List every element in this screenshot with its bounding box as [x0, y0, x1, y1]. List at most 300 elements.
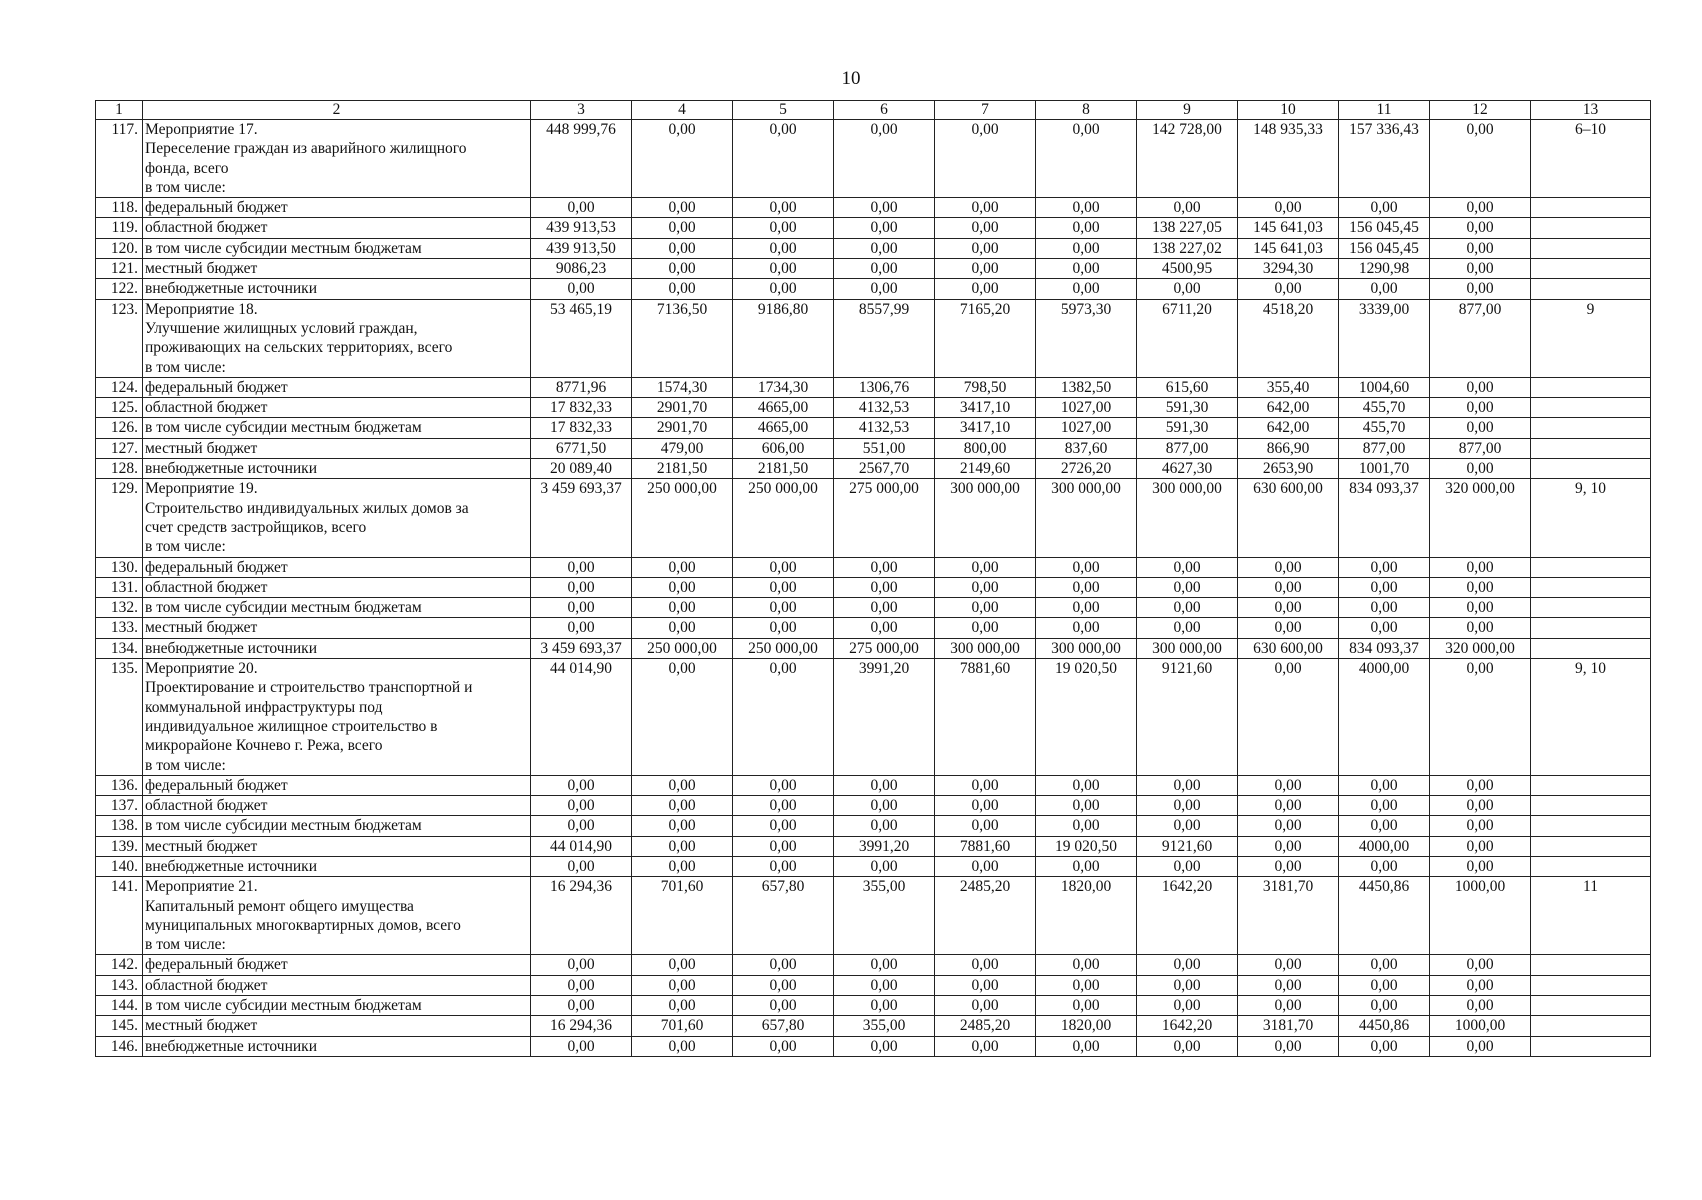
- value-cell: 0,00: [1339, 955, 1430, 975]
- value-cell: 0,00: [531, 1036, 632, 1056]
- column-header: 1: [96, 101, 143, 120]
- value-cell: 630 600,00: [1238, 638, 1339, 658]
- value-cell: 0,00: [935, 816, 1036, 836]
- value-cell: 0,00: [1339, 279, 1430, 299]
- value-cell: 0,00: [531, 775, 632, 795]
- budget-table: [95, 100, 1651, 1057]
- value-cell: 0,00: [834, 955, 935, 975]
- value-cell: 0,00: [632, 796, 733, 816]
- value-cell: 0,00: [1137, 198, 1238, 218]
- value-cell: 0,00: [935, 218, 1036, 238]
- row-name: областной бюджет: [143, 398, 531, 418]
- value-cell: 0,00: [935, 955, 1036, 975]
- table-row: [96, 618, 1651, 638]
- value-cell: 4450,86: [1339, 877, 1430, 955]
- value-cell: 642,00: [1238, 418, 1339, 438]
- value-cell: 275 000,00: [834, 638, 935, 658]
- value-cell: 0,00: [1339, 557, 1430, 577]
- value-cell: 0,00: [834, 598, 935, 618]
- value-cell: 0,00: [632, 198, 733, 218]
- value-cell: 0,00: [632, 557, 733, 577]
- value-cell: 0,00: [1137, 996, 1238, 1016]
- value-cell: 250 000,00: [733, 479, 834, 557]
- value-cell: 0,00: [733, 975, 834, 995]
- value-cell: 0,00: [834, 796, 935, 816]
- value-cell: 0,00: [1238, 1036, 1339, 1056]
- value-cell: 0,00: [733, 618, 834, 638]
- value-cell: 0,00: [531, 996, 632, 1016]
- value-cell: 0,00: [733, 1036, 834, 1056]
- value-cell: 20 089,40: [531, 459, 632, 479]
- value-cell: 0,00: [531, 618, 632, 638]
- row-number: 125.: [96, 398, 143, 418]
- value-cell: 2149,60: [935, 459, 1036, 479]
- target-indicator-cell: 9, 10: [1531, 659, 1651, 776]
- row-number: 134.: [96, 638, 143, 658]
- value-cell: 0,00: [632, 577, 733, 597]
- value-cell: 0,00: [935, 557, 1036, 577]
- value-cell: 1001,70: [1339, 459, 1430, 479]
- value-cell: 9086,23: [531, 259, 632, 279]
- value-cell: 800,00: [935, 438, 1036, 458]
- value-cell: 16 294,36: [531, 877, 632, 955]
- target-indicator-cell: [1531, 955, 1651, 975]
- value-cell: 0,00: [1036, 775, 1137, 795]
- value-cell: 0,00: [1137, 816, 1238, 836]
- value-cell: 591,30: [1137, 418, 1238, 438]
- row-name: в том числе субсидии местным бюджетам: [143, 996, 531, 1016]
- value-cell: 0,00: [632, 816, 733, 836]
- value-cell: 0,00: [1339, 975, 1430, 995]
- row-number: 130.: [96, 557, 143, 577]
- value-cell: 0,00: [1238, 816, 1339, 836]
- value-cell: 0,00: [1137, 775, 1238, 795]
- value-cell: 877,00: [1430, 438, 1531, 458]
- value-cell: 7165,20: [935, 299, 1036, 377]
- value-cell: 0,00: [1430, 816, 1531, 836]
- value-cell: 2485,20: [935, 1016, 1036, 1036]
- target-indicator-cell: [1531, 238, 1651, 258]
- value-cell: 0,00: [1430, 418, 1531, 438]
- value-cell: 0,00: [935, 577, 1036, 597]
- table-row: [96, 479, 1651, 557]
- value-cell: 17 832,33: [531, 398, 632, 418]
- row-number: 138.: [96, 816, 143, 836]
- value-cell: 0,00: [935, 1036, 1036, 1056]
- value-cell: 0,00: [733, 856, 834, 876]
- value-cell: 0,00: [1238, 955, 1339, 975]
- target-indicator-cell: 9: [1531, 299, 1651, 377]
- value-cell: 4132,53: [834, 398, 935, 418]
- table-row: [96, 836, 1651, 856]
- row-name: местный бюджет: [143, 1016, 531, 1036]
- value-cell: 0,00: [834, 1036, 935, 1056]
- value-cell: 0,00: [1036, 238, 1137, 258]
- value-cell: 657,80: [733, 877, 834, 955]
- value-cell: 0,00: [834, 816, 935, 836]
- value-cell: 877,00: [1137, 438, 1238, 458]
- value-cell: 300 000,00: [1137, 479, 1238, 557]
- target-indicator-cell: [1531, 975, 1651, 995]
- value-cell: 19 020,50: [1036, 659, 1137, 776]
- value-cell: 2653,90: [1238, 459, 1339, 479]
- value-cell: 320 000,00: [1430, 638, 1531, 658]
- table-row: [96, 259, 1651, 279]
- value-cell: 0,00: [1430, 238, 1531, 258]
- value-cell: 0,00: [733, 238, 834, 258]
- value-cell: 0,00: [1036, 1036, 1137, 1056]
- value-cell: 455,70: [1339, 418, 1430, 438]
- value-cell: 0,00: [834, 120, 935, 198]
- target-indicator-cell: [1531, 996, 1651, 1016]
- row-name: в том числе субсидии местным бюджетам: [143, 598, 531, 618]
- value-cell: 0,00: [632, 975, 733, 995]
- value-cell: 0,00: [1238, 618, 1339, 638]
- value-cell: 250 000,00: [632, 638, 733, 658]
- row-name: федеральный бюджет: [143, 775, 531, 795]
- column-header: 7: [935, 101, 1036, 120]
- value-cell: 0,00: [1137, 279, 1238, 299]
- value-cell: 0,00: [733, 218, 834, 238]
- value-cell: 1004,60: [1339, 377, 1430, 397]
- value-cell: 250 000,00: [632, 479, 733, 557]
- column-header: 8: [1036, 101, 1137, 120]
- value-cell: 2181,50: [733, 459, 834, 479]
- value-cell: 615,60: [1137, 377, 1238, 397]
- value-cell: 250 000,00: [733, 638, 834, 658]
- value-cell: 0,00: [733, 557, 834, 577]
- row-name: внебюджетные источники: [143, 638, 531, 658]
- row-name: Мероприятие 17. Переселение граждан из аварийного жилищного фонда, всего в том числе:: [143, 120, 531, 198]
- value-cell: 1642,20: [1137, 877, 1238, 955]
- value-cell: 53 465,19: [531, 299, 632, 377]
- value-cell: 4627,30: [1137, 459, 1238, 479]
- target-indicator-cell: [1531, 856, 1651, 876]
- value-cell: 0,00: [935, 856, 1036, 876]
- value-cell: 0,00: [733, 836, 834, 856]
- row-name: внебюджетные источники: [143, 459, 531, 479]
- value-cell: 4132,53: [834, 418, 935, 438]
- value-cell: 0,00: [632, 775, 733, 795]
- value-cell: 0,00: [531, 816, 632, 836]
- table-row: [96, 218, 1651, 238]
- value-cell: 0,00: [834, 975, 935, 995]
- value-cell: 0,00: [834, 238, 935, 258]
- value-cell: 0,00: [1036, 618, 1137, 638]
- value-cell: 0,00: [1238, 975, 1339, 995]
- target-indicator-cell: [1531, 459, 1651, 479]
- value-cell: 0,00: [531, 198, 632, 218]
- value-cell: 0,00: [531, 856, 632, 876]
- value-cell: 3 459 693,37: [531, 638, 632, 658]
- row-number: 123.: [96, 299, 143, 377]
- value-cell: 0,00: [1430, 618, 1531, 638]
- value-cell: 0,00: [1339, 775, 1430, 795]
- value-cell: 4665,00: [733, 398, 834, 418]
- value-cell: 0,00: [834, 259, 935, 279]
- row-number: 136.: [96, 775, 143, 795]
- value-cell: 0,00: [1430, 856, 1531, 876]
- value-cell: 0,00: [1430, 836, 1531, 856]
- column-header: 11: [1339, 101, 1430, 120]
- table-row: [96, 856, 1651, 876]
- value-cell: 0,00: [1036, 996, 1137, 1016]
- value-cell: 0,00: [632, 218, 733, 238]
- value-cell: 0,00: [1036, 577, 1137, 597]
- value-cell: 1027,00: [1036, 398, 1137, 418]
- value-cell: 0,00: [1339, 198, 1430, 218]
- row-number: 142.: [96, 955, 143, 975]
- value-cell: 1820,00: [1036, 877, 1137, 955]
- row-name: федеральный бюджет: [143, 955, 531, 975]
- row-name: в том числе субсидии местным бюджетам: [143, 418, 531, 438]
- value-cell: 300 000,00: [1036, 638, 1137, 658]
- table-row: [96, 638, 1651, 658]
- value-cell: 0,00: [733, 955, 834, 975]
- row-number: 117.: [96, 120, 143, 198]
- row-name: федеральный бюджет: [143, 557, 531, 577]
- value-cell: 0,00: [531, 796, 632, 816]
- value-cell: 0,00: [1137, 1036, 1238, 1056]
- target-indicator-cell: [1531, 577, 1651, 597]
- value-cell: 142 728,00: [1137, 120, 1238, 198]
- value-cell: 156 045,45: [1339, 218, 1430, 238]
- row-number: 140.: [96, 856, 143, 876]
- row-name: местный бюджет: [143, 836, 531, 856]
- value-cell: 0,00: [632, 856, 733, 876]
- value-cell: 148 935,33: [1238, 120, 1339, 198]
- value-cell: 4518,20: [1238, 299, 1339, 377]
- row-number: 139.: [96, 836, 143, 856]
- value-cell: 0,00: [632, 618, 733, 638]
- value-cell: 701,60: [632, 877, 733, 955]
- value-cell: 156 045,45: [1339, 238, 1430, 258]
- value-cell: 439 913,53: [531, 218, 632, 238]
- value-cell: 0,00: [1430, 955, 1531, 975]
- table-row: [96, 955, 1651, 975]
- value-cell: 2726,20: [1036, 459, 1137, 479]
- value-cell: 0,00: [935, 775, 1036, 795]
- value-cell: 3294,30: [1238, 259, 1339, 279]
- value-cell: 300 000,00: [1036, 479, 1137, 557]
- value-cell: 0,00: [1137, 955, 1238, 975]
- value-cell: 1027,00: [1036, 418, 1137, 438]
- value-cell: 138 227,05: [1137, 218, 1238, 238]
- value-cell: 0,00: [733, 659, 834, 776]
- value-cell: 0,00: [1430, 377, 1531, 397]
- target-indicator-cell: 11: [1531, 877, 1651, 955]
- row-number: 146.: [96, 1036, 143, 1056]
- value-cell: 0,00: [1036, 557, 1137, 577]
- target-indicator-cell: [1531, 598, 1651, 618]
- value-cell: 0,00: [1238, 557, 1339, 577]
- table-row: [96, 598, 1651, 618]
- value-cell: 44 014,90: [531, 659, 632, 776]
- value-cell: 0,00: [632, 659, 733, 776]
- value-cell: 0,00: [1339, 598, 1430, 618]
- value-cell: 0,00: [1430, 1036, 1531, 1056]
- value-cell: 0,00: [1238, 577, 1339, 597]
- value-cell: 0,00: [1238, 659, 1339, 776]
- value-cell: 8771,96: [531, 377, 632, 397]
- value-cell: 0,00: [1430, 259, 1531, 279]
- value-cell: 4000,00: [1339, 659, 1430, 776]
- row-number: 122.: [96, 279, 143, 299]
- row-number: 129.: [96, 479, 143, 557]
- target-indicator-cell: [1531, 1016, 1651, 1036]
- table-row: [96, 775, 1651, 795]
- value-cell: 0,00: [1430, 996, 1531, 1016]
- value-cell: 0,00: [632, 598, 733, 618]
- value-cell: 2181,50: [632, 459, 733, 479]
- value-cell: 1382,50: [1036, 377, 1137, 397]
- target-indicator-cell: [1531, 816, 1651, 836]
- value-cell: 138 227,02: [1137, 238, 1238, 258]
- value-cell: 701,60: [632, 1016, 733, 1036]
- row-name: внебюджетные источники: [143, 1036, 531, 1056]
- value-cell: 439 913,50: [531, 238, 632, 258]
- row-name: в том числе субсидии местным бюджетам: [143, 238, 531, 258]
- row-number: 137.: [96, 796, 143, 816]
- value-cell: 0,00: [1137, 577, 1238, 597]
- value-cell: 300 000,00: [935, 479, 1036, 557]
- value-cell: 0,00: [1238, 198, 1339, 218]
- value-cell: 0,00: [1339, 856, 1430, 876]
- table-row: [96, 238, 1651, 258]
- value-cell: 0,00: [1430, 598, 1531, 618]
- value-cell: 0,00: [834, 557, 935, 577]
- value-cell: 798,50: [935, 377, 1036, 397]
- value-cell: 0,00: [733, 775, 834, 795]
- value-cell: 0,00: [733, 996, 834, 1016]
- row-number: 143.: [96, 975, 143, 995]
- table-row: [96, 418, 1651, 438]
- column-header: 3: [531, 101, 632, 120]
- column-header: 6: [834, 101, 935, 120]
- target-indicator-cell: [1531, 775, 1651, 795]
- table-row: [96, 299, 1651, 377]
- value-cell: 0,00: [834, 577, 935, 597]
- target-indicator-cell: [1531, 638, 1651, 658]
- row-name: Мероприятие 21. Капитальный ремонт общего имущества муниципальных многоквартирных домов, всего в том числе:: [143, 877, 531, 955]
- value-cell: 145 641,03: [1238, 238, 1339, 258]
- value-cell: 0,00: [733, 816, 834, 836]
- value-cell: 0,00: [834, 775, 935, 795]
- target-indicator-cell: [1531, 398, 1651, 418]
- column-header: 13: [1531, 101, 1651, 120]
- value-cell: 0,00: [1036, 816, 1137, 836]
- value-cell: 3181,70: [1238, 1016, 1339, 1036]
- value-cell: 0,00: [834, 618, 935, 638]
- row-number: 145.: [96, 1016, 143, 1036]
- row-name: местный бюджет: [143, 259, 531, 279]
- target-indicator-cell: [1531, 259, 1651, 279]
- value-cell: 7136,50: [632, 299, 733, 377]
- value-cell: 0,00: [935, 259, 1036, 279]
- table-row: [96, 996, 1651, 1016]
- value-cell: 19 020,50: [1036, 836, 1137, 856]
- value-cell: 0,00: [1430, 577, 1531, 597]
- value-cell: 2901,70: [632, 398, 733, 418]
- row-number: 127.: [96, 438, 143, 458]
- row-name: Мероприятие 20. Проектирование и строительство транспортной и коммунальной инфраструктуры под индивидуальное жилищное строительство в микрорайоне Кочнево г. Режа, всего в том числе:: [143, 659, 531, 776]
- target-indicator-cell: [1531, 836, 1651, 856]
- value-cell: 300 000,00: [935, 638, 1036, 658]
- value-cell: 0,00: [1036, 218, 1137, 238]
- row-name: федеральный бюджет: [143, 377, 531, 397]
- value-cell: 0,00: [935, 975, 1036, 995]
- value-cell: 0,00: [1137, 598, 1238, 618]
- target-indicator-cell: [1531, 557, 1651, 577]
- value-cell: 0,00: [632, 259, 733, 279]
- row-name: областной бюджет: [143, 218, 531, 238]
- value-cell: 9121,60: [1137, 836, 1238, 856]
- value-cell: 0,00: [1430, 459, 1531, 479]
- value-cell: 0,00: [1238, 856, 1339, 876]
- value-cell: 837,60: [1036, 438, 1137, 458]
- row-number: 119.: [96, 218, 143, 238]
- value-cell: 17 832,33: [531, 418, 632, 438]
- value-cell: 1306,76: [834, 377, 935, 397]
- row-name: местный бюджет: [143, 618, 531, 638]
- column-header: 12: [1430, 101, 1531, 120]
- value-cell: 0,00: [1036, 120, 1137, 198]
- value-cell: 9121,60: [1137, 659, 1238, 776]
- value-cell: 877,00: [1339, 438, 1430, 458]
- target-indicator-cell: 9, 10: [1531, 479, 1651, 557]
- value-cell: 3991,20: [834, 659, 935, 776]
- row-number: 120.: [96, 238, 143, 258]
- value-cell: 0,00: [632, 1036, 733, 1056]
- target-indicator-cell: [1531, 618, 1651, 638]
- value-cell: 0,00: [1339, 816, 1430, 836]
- value-cell: 0,00: [1238, 775, 1339, 795]
- value-cell: 300 000,00: [1137, 638, 1238, 658]
- target-indicator-cell: [1531, 438, 1651, 458]
- value-cell: 0,00: [1036, 279, 1137, 299]
- row-number: 126.: [96, 418, 143, 438]
- table-row: [96, 577, 1651, 597]
- row-number: 128.: [96, 459, 143, 479]
- value-cell: 0,00: [733, 796, 834, 816]
- value-cell: 0,00: [935, 996, 1036, 1016]
- value-cell: 0,00: [1137, 618, 1238, 638]
- value-cell: 0,00: [935, 618, 1036, 638]
- value-cell: 157 336,43: [1339, 120, 1430, 198]
- value-cell: 0,00: [632, 996, 733, 1016]
- table-row: [96, 279, 1651, 299]
- value-cell: 0,00: [834, 198, 935, 218]
- row-number: 118.: [96, 198, 143, 218]
- value-cell: 0,00: [1238, 796, 1339, 816]
- value-cell: 0,00: [531, 598, 632, 618]
- value-cell: 0,00: [1430, 775, 1531, 795]
- value-cell: 0,00: [1137, 796, 1238, 816]
- value-cell: 0,00: [531, 557, 632, 577]
- table-row: [96, 198, 1651, 218]
- value-cell: 3181,70: [1238, 877, 1339, 955]
- column-header: 2: [143, 101, 531, 120]
- row-name: Мероприятие 18. Улучшение жилищных условий граждан, проживающих на сельских территориях, всего в том числе:: [143, 299, 531, 377]
- row-number: 131.: [96, 577, 143, 597]
- table-row: [96, 659, 1651, 776]
- value-cell: 0,00: [733, 259, 834, 279]
- value-cell: 3991,20: [834, 836, 935, 856]
- value-cell: 642,00: [1238, 398, 1339, 418]
- value-cell: 551,00: [834, 438, 935, 458]
- row-name: федеральный бюджет: [143, 198, 531, 218]
- value-cell: 0,00: [632, 955, 733, 975]
